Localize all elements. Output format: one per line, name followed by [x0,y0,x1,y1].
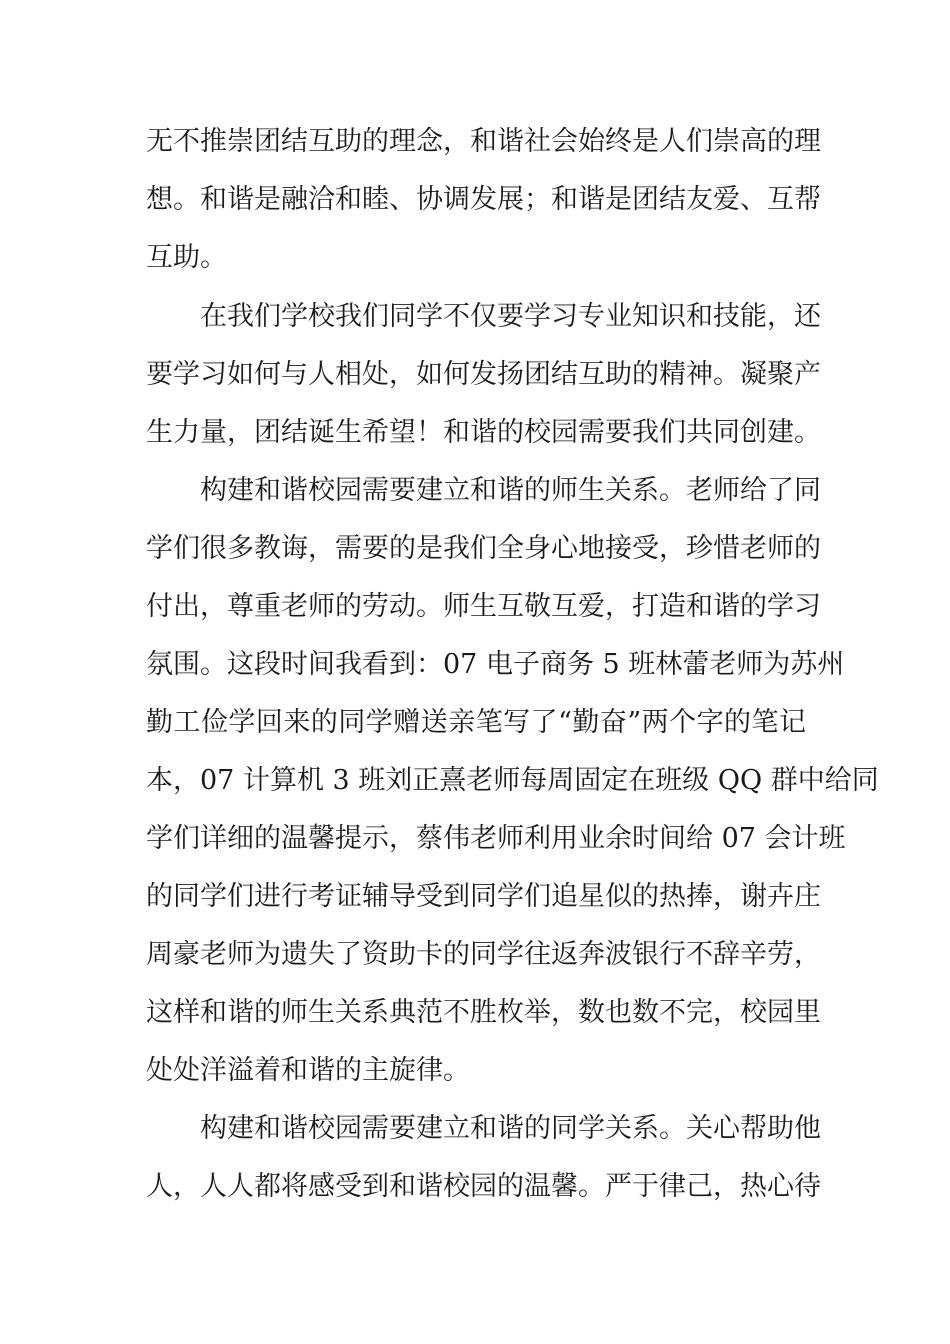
text-line-1: 无不推崇团结互助的理念，和谐社会始终是人们崇高的理 [146,126,821,157]
text-line-8: 学们很多教诲，需要的是我们全身心地接受，珍惜老师的 [146,533,821,564]
text-line-14: 的同学们进行考证辅导受到同学们追星似的热捧，谢卉庄 [146,881,821,912]
text-line-12: 本，07 计算机 3 班刘正熹老师每周固定在班级 QQ 群中给同 [146,765,879,796]
text-line-6: 生力量，团结诞生希望！和谐的校园需要我们共同创建。 [146,417,821,448]
text-line-11: 勤工俭学回来的同学赠送亲笔写了“勤奋”两个字的笔记 [146,707,806,738]
text-line-19: 人，人人都将感受到和谐校园的温馨。严于律己，热心待 [146,1171,821,1202]
text-line-5: 要学习如何与人相处，如何发扬团结互助的精神。凝聚产 [146,359,821,390]
text-line-10: 氛围。这段时间我看到：07 电子商务 5 班林蕾老师为苏州 [146,649,845,680]
text-line-17: 处处洋溢着和谐的主旋律。 [146,1055,470,1086]
text-line-18: 构建和谐校园需要建立和谐的同学关系。关心帮助他 [200,1113,821,1144]
text-line-9: 付出，尊重老师的劳动。师生互敬互爱，打造和谐的学习 [146,591,821,622]
text-line-4: 在我们学校我们同学不仅要学习专业知识和技能，还 [200,301,821,332]
text-line-16: 这样和谐的师生关系典范不胜枚举，数也数不完，校园里 [146,997,821,1028]
text-line-15: 周豪老师为遗失了资助卡的同学往返奔波银行不辞辛劳， [146,939,821,970]
text-line-7: 构建和谐校园需要建立和谐的师生关系。老师给了同 [200,475,821,506]
text-line-13: 学们详细的温馨提示，蔡伟老师利用业余时间给 07 会计班 [146,823,846,854]
text-line-3: 互助。 [146,242,227,273]
text-line-2: 想。和谐是融洽和睦、协调发展；和谐是团结友爱、互帮 [146,184,821,215]
